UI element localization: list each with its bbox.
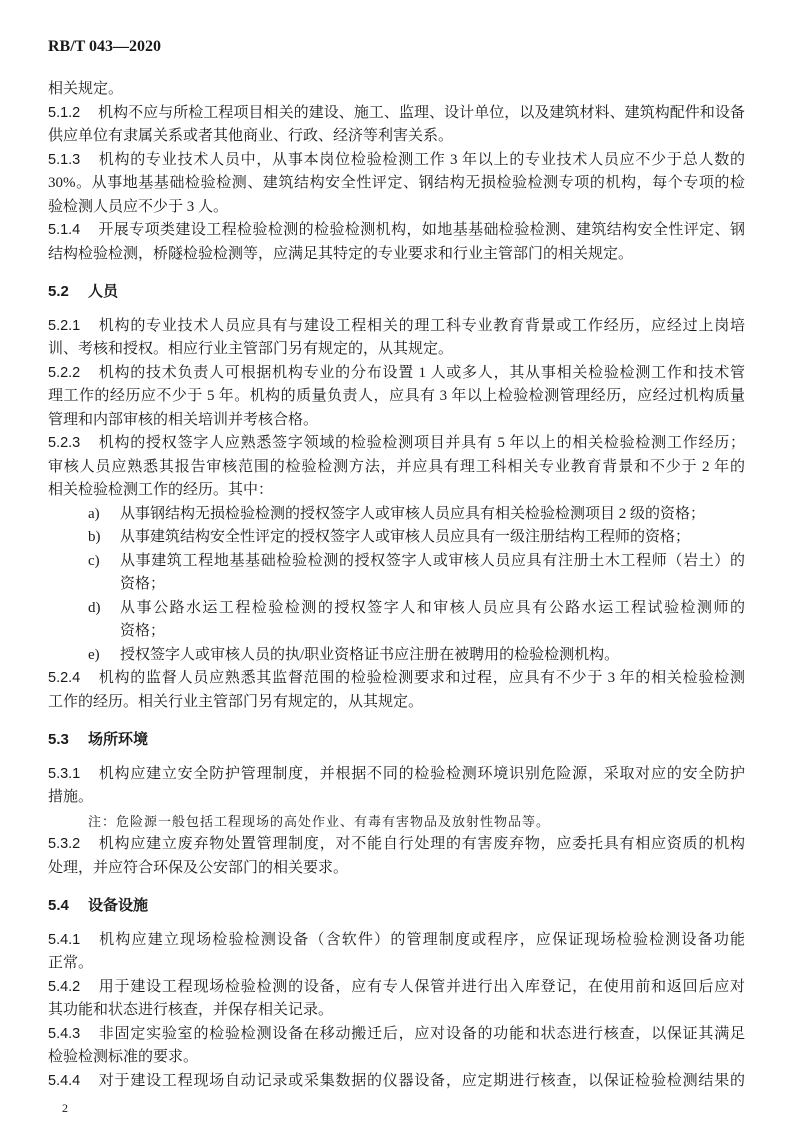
clause-line [48,763,745,787]
clause-5-2-3 [48,432,745,667]
clause-text: 用于建设工程现场检验检测的设备，应有专人保管并进行出入库登记，在使用前和返回后应对 [98,978,745,995]
section-title: 场所环境 [88,731,149,748]
list-label: a) [88,505,100,522]
section-title: 人员 [88,283,119,300]
clause-line [48,315,745,339]
clause-line: 管理和内部审核的相关培训并考核合格。 [48,411,319,428]
section-title: 设备设施 [88,897,149,914]
section-number: 5.4 [48,897,69,914]
clause-line: 审核人员应熟悉其报告审核范围的检验检测方法，并应具有理工科相关专业教育背景和不少于 2 年的 [48,458,745,475]
clause-line: 工作的经历。相关行业主管部门另有规定的，从其规定。 [48,693,424,710]
clause-line [48,667,745,691]
clause-text: 机构不应与所检工程项目相关的建设、施工、监理、设计单位，以及建筑材料、建筑构配件和设备 [98,104,745,121]
clause-text: 机构的专业技术人员中，从事本岗位检验检测工作 3 年以上的专业技术人员应不少于总人数的 [98,151,745,168]
note-label: 注： [88,813,117,829]
section-heading-5-4 [48,894,745,918]
clause-number: 5.3.1 [48,765,81,782]
clause-number: 5.2.4 [48,670,81,686]
clause-number: 5.2.1 [48,317,81,334]
clause-line [48,432,745,456]
section-number: 5.2 [48,283,69,300]
clause-text: 非固定实验室的检验检测设备在移动搬迁后，应对设备的功能和状态进行核查，以保证其满足 [98,1025,745,1042]
clause-text: 机构的授权签字人应熟悉签字领域的检验检测项目并具有 5 年以上的相关检验检测工作经历； [98,435,745,451]
clause-5-2-2 [48,362,745,433]
clause-line: 措施。 [48,789,94,805]
list-item-e [48,644,745,668]
clause-line [48,149,745,173]
clause-text: 机构的专业技术人员应具有与建设工程相关的理工科专业教育背景或工作经历，应经过上岗培 [98,317,745,334]
page-number: 2 [62,1101,68,1115]
clause-number: 5.1.3 [48,151,81,168]
clause-line [48,976,745,1000]
clause-number: 5.4.4 [48,1072,81,1089]
clause-line [48,1023,745,1047]
clause-text: 机构应建立现场检验检测设备（含软件）的管理制度或程序，应保证现场检验检测设备功能 [98,931,745,948]
clause-line: 正常。 [48,955,94,971]
clause-line: 检验检测标准的要求。 [48,1049,199,1065]
note-text: 危险源一般包括工程现场的高处作业、有毒有害物品及放射性物品等。 [116,813,551,829]
list-item-b [48,526,745,550]
note [48,810,745,834]
standard-code-header: RB/T 043—2020 [48,38,162,55]
list-item-text: 从事建筑结构安全性评定的授权签字人或审核人员应具有一级注册结构工程师的资格； [120,529,691,545]
clause-5-3-1 [48,763,745,810]
clause-number: 5.2.2 [48,364,81,381]
clause-line [48,102,745,126]
list-item-text: 资格； [120,623,166,639]
clause-5-2-1 [48,315,745,362]
list-label: c) [88,552,100,569]
clause-number: 5.1.4 [48,222,81,238]
section-heading-5-2 [48,280,745,304]
list-label: b) [88,529,101,545]
clause-line: 供应单位有隶属关系或者其他商业、行政、经济等利害关系。 [48,128,454,144]
clause-text: 对于建设工程现场自动记录或采集数据的仪器设备，应定期进行核查，以保证检验检测结果的 [98,1072,745,1089]
list-item-text: 授权签字人或审核人员的执/职业资格证书应注册在被聘用的检验检测机构。 [120,646,620,663]
clause-line [48,833,745,857]
clause-5-4-4 [48,1070,745,1094]
clause-text: 机构应建立安全防护管理制度，并根据不同的检验检测环境识别危险源，采取对应的安全防护 [98,765,745,782]
clause-line [48,362,745,386]
list-item-text: 从事建筑工程地基基础检验检测的授权签字人或审核人员应具有注册土木工程师（岩土）的 [120,552,745,569]
section-heading-5-3 [48,728,745,752]
list-label: d) [88,599,101,616]
clause-5-3-2 [48,833,745,880]
clause-5-4-2 [48,976,745,1023]
section-number: 5.3 [48,731,69,748]
clause-5-4-3 [48,1023,745,1070]
list-label: e) [88,646,100,663]
clause-line: 相关检验检测工作的经历。其中： [48,482,274,498]
list-item-d [48,597,745,644]
clause-number: 5.4.1 [48,931,81,948]
clause-5-1-3 [48,149,745,220]
list-item-a [48,503,745,527]
clause-text: 机构的技术负责人可根据机构专业的分布设置 1 人或多人，其从事相关检验检测工作和技术管 [98,364,745,381]
clause-line: 训、考核和授权。相应行业主管部门另有规定的，从其规定。 [48,341,454,357]
list-item-c [48,550,745,597]
list-item-text: 资格； [120,576,166,592]
clause-5-2-4 [48,667,745,714]
clause-line [48,219,745,243]
clause-5-1-4 [48,219,745,266]
clause-number: 5.1.2 [48,104,81,121]
clause-line [48,929,745,953]
clause-number: 5.2.3 [48,435,81,451]
clause-line: 处理，并应符合环保及公安部门的相关要求。 [48,859,349,876]
clause-text: 开展专项类建设工程检验检测的检验检测机构，如地基基础检验检测、建筑结构安全性评定、钢 [98,222,745,238]
clause-line: 结构检验检测，桥隧检验检测等，应满足其特定的专业要求和行业主管部门的相关规定。 [48,245,634,262]
list-item-text: 从事公路水运工程检验检测的授权签字人和审核人员应具有公路水运工程试验检测师的 [120,599,745,616]
clause-line: 其功能和状态进行核查，并保存相关记录。 [48,1002,334,1018]
clause-text: 机构应建立废弃物处置管理制度，对不能自行处理的有害废弃物，应委托具有相应资质的机构 [98,836,745,852]
page-body [48,78,745,1093]
clause-5-1-2 [48,102,745,149]
clause-number: 5.4.2 [48,978,81,995]
clause-line: 理工作的经历应不少于 5 年。机构的质量负责人，应具有 3 年以上检验检测管理经历，应经过机构质量 [48,388,745,404]
clause-5-4-1 [48,929,745,976]
continued-text: 相关规定。 [48,81,124,97]
clause-line: 验检测人员应不少于 3 人。 [48,198,229,215]
clause-number: 5.4.3 [48,1025,81,1042]
clause-text: 机构的监督人员应熟悉其监督范围的检验检测要求和过程，应具有不少于 3 年的相关检验检测 [98,670,745,686]
list-item-text: 从事钢结构无损检验检测的授权签字人或审核人员应具有相关检验检测项目 2 级的资格； [120,505,706,522]
clause-line: 30%。从事地基基础检验检测、建筑结构安全性评定、钢结构无损检验检测专项的机构，每个专项的检 [48,175,745,191]
clause-line [48,1070,745,1094]
clause-number: 5.3.2 [48,836,81,852]
